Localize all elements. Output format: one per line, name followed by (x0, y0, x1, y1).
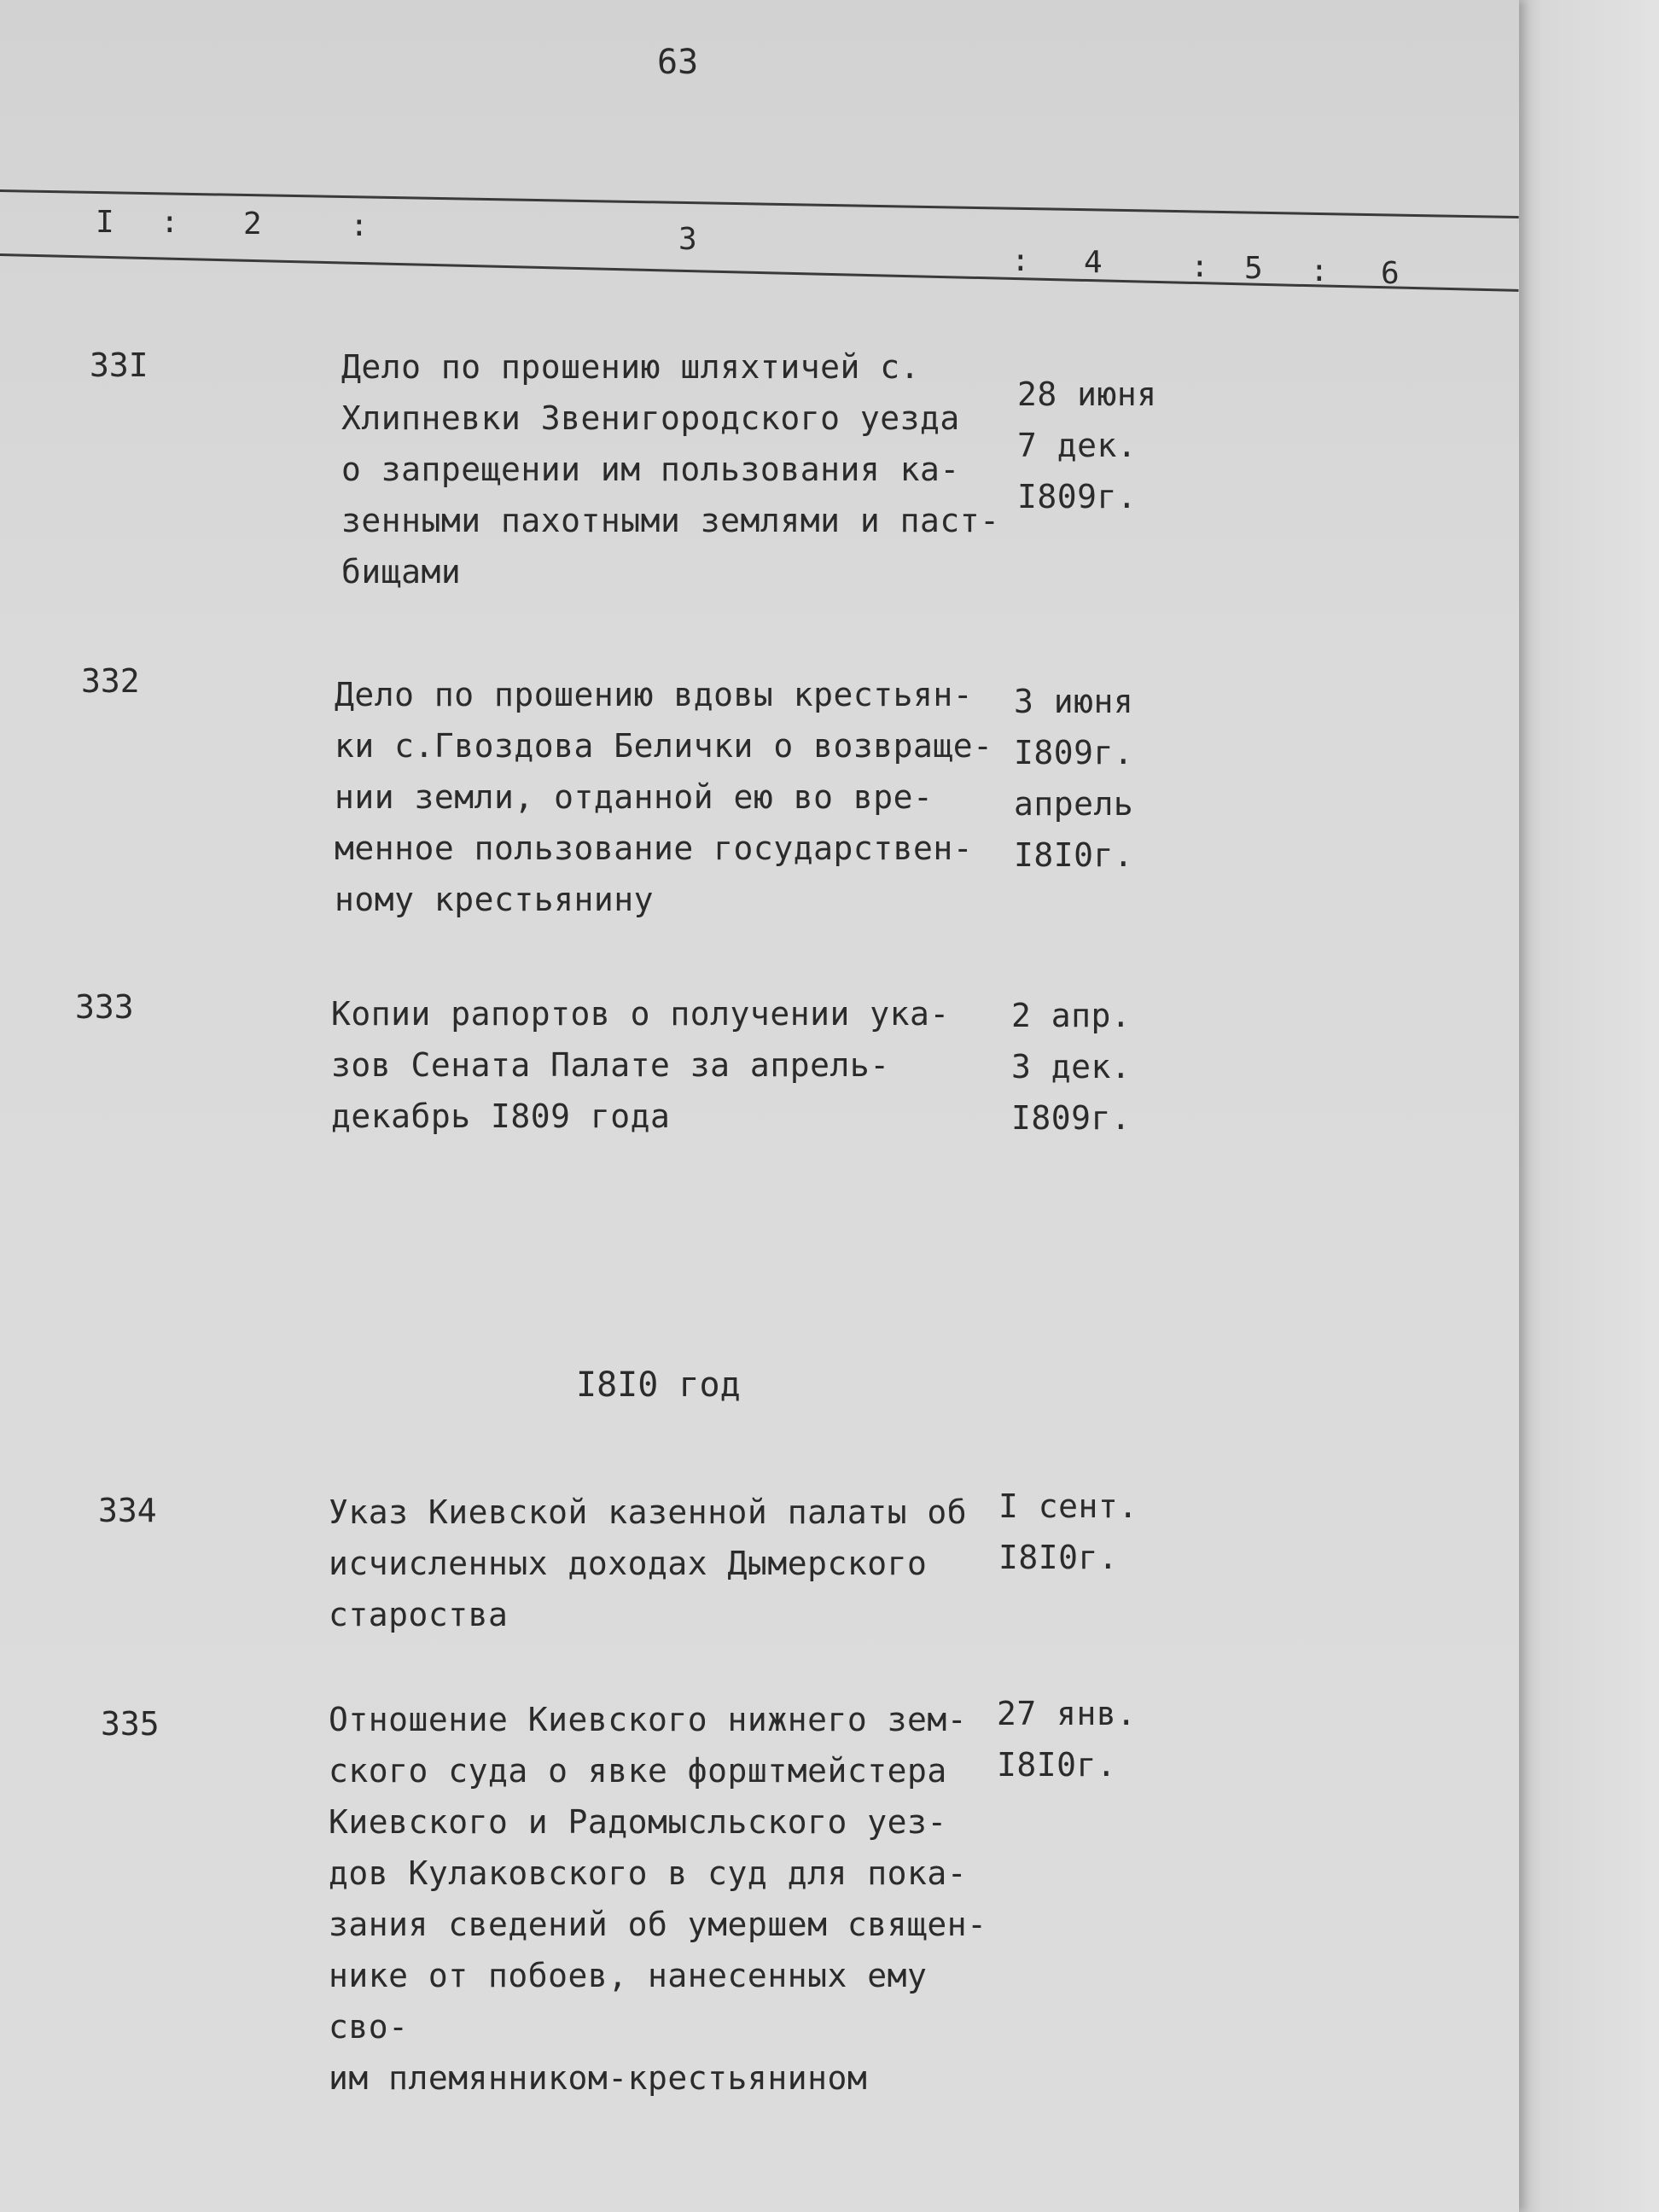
record-title: Дело по прошению шляхтичей с. Хлипневки Звенигородского уезда о запрещении им пользования ка- зенными пахотными землями и паст- бищами (341, 348, 1000, 591)
record-number: 332 (81, 662, 140, 700)
page-number: 63 (657, 43, 699, 82)
record-number: 335 (101, 1705, 160, 1743)
column-header-3: 3 (678, 222, 697, 257)
record-title: Указ Киевской казенной палаты об исчисленных доходах Дымерского староства (329, 1493, 968, 1633)
column-header-row (0, 201, 1519, 291)
record-number: 333 (75, 988, 134, 1026)
year-heading: I8I0 год (576, 1365, 741, 1405)
record-title: Дело по прошению вдовы крестьян- ки с.Гвоздова Белички о возвраще- нии земли, отданной ею во вре- менное пользование государствен- ному крестьянину (335, 676, 993, 918)
record-dates: 27 янв. I8I0г. (997, 1695, 1137, 1784)
column-header-2: 2 (243, 207, 262, 242)
column-separator: : (1011, 243, 1030, 278)
record-title: Отношение Киевского нижнего зем- ского суда о явке форштмейстера Киевского и Радомысльского уез- дов Кулаковского в суд для пока- зания сведений об умершем священ- нике от побоев, нанесенных ему сво- им племянником-крестьянином (329, 1701, 987, 2097)
column-separator: : (350, 208, 369, 243)
column-header-6: 6 (1381, 256, 1400, 291)
column-header-4: 4 (1084, 245, 1103, 280)
record-number: 334 (98, 1492, 157, 1529)
record-title: Копии рапортов о получении ука- зов Сената Палате за апрель- декабрь I809 года (331, 995, 950, 1135)
column-header-5: 5 (1244, 251, 1263, 286)
column-separator: : (1310, 253, 1329, 288)
record-dates: 2 апр. 3 дек. I809г. (1011, 997, 1132, 1137)
column-separator: : (160, 205, 179, 240)
column-separator: : (1190, 249, 1209, 284)
record-dates: 3 июня I809г. апрель I8I0г. (1014, 683, 1134, 874)
record-dates: 28 июня 7 дек. I809г. (1017, 375, 1157, 515)
column-header-1: I (96, 205, 114, 240)
record-dates: I сент. I8I0г. (998, 1487, 1138, 1576)
record-number: 33I (90, 346, 148, 384)
